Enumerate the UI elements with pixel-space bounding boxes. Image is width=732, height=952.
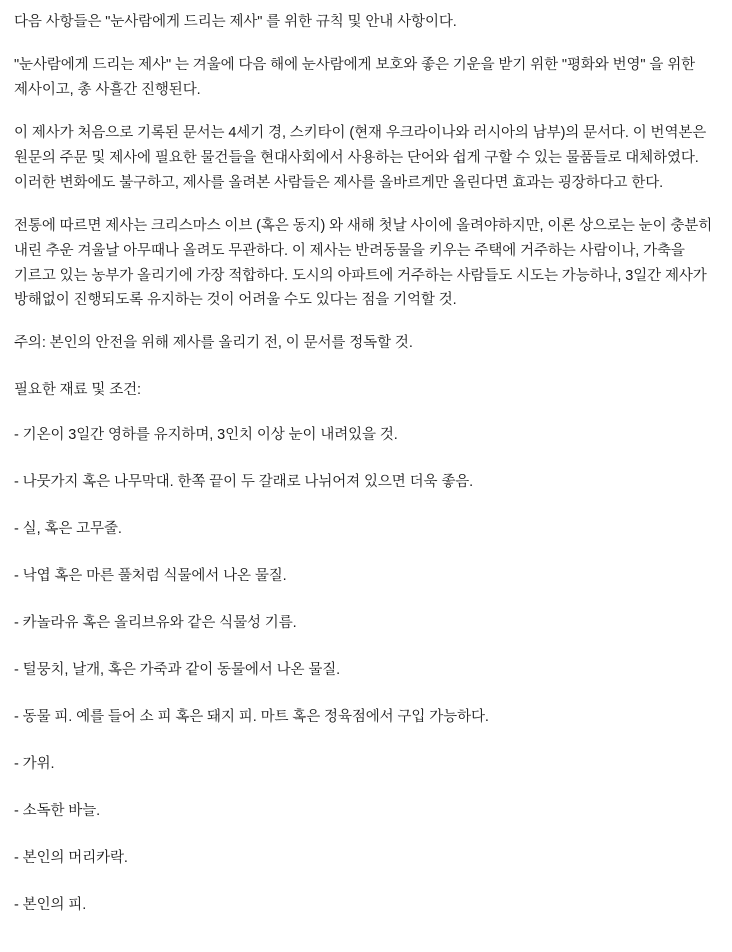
ritual-description-paragraph: "눈사람에게 드리는 제사" 는 겨울에 다음 해에 눈사람에게 보호와 좋은 기운을 받기 위한 "평화와 번영" 을 위한 제사이고, 총 사흘간 진행된다. (14, 56, 696, 98)
list-item: - 본인의 머리카락. (14, 849, 128, 866)
list-item: - 나뭇가지 혹은 나무막대. 한쪽 끝이 두 갈래로 나뉘어져 있으면 더욱 좋음. (14, 474, 474, 491)
list-item: - 동물 피. 예를 들어 소 피 혹은 돼지 피. 마트 혹은 정육점에서 구입 가능하다. (14, 708, 489, 725)
list-item: - 카놀라유 혹은 올리브유와 같은 식물성 기름. (14, 615, 297, 631)
list-item: - 본인의 피. (14, 896, 87, 913)
origin-paragraph: 이 제사가 처음으로 기록된 문서는 4세기 경, 스키타이 (현재 우크라이나와 러시아의 남부)의 문서다. 이 번역본은 원문의 주문 및 제사에 필요한 물건들을 현대사회에서 사용하는 단어와 쉽게 구할 수 있는 물품들로 대체하였다. 이러한 변화에도 불구하고, 제사를 올려본 사람들은 제사를 올바르게만 올린다면 효과는 굉장하다고 한다. (14, 124, 707, 191)
list-item: - 실, 혹은 고무줄. (14, 521, 122, 538)
list-item: - 낙엽 혹은 마른 풀처럼 식물에서 나온 물질. (14, 568, 287, 585)
list-item: - 털뭉치, 날개, 혹은 가죽과 같이 동물에서 나온 물질. (14, 661, 341, 678)
tradition-paragraph: 전통에 따르면 제사는 크리스마스 이브 (혹은 동지) 와 새해 첫날 사이에 올려야하지만, 이론 상으로는 눈이 충분히 내린 추운 겨울날 아무때나 올려도 무관하다. 이 제사는 반려동물을 키우는 주택에 거주하는 사람이나, 가축을 기르고 있는 농부가 올리기에 가장 적합하다. 도시의 아파트에 거주하는 사람들도 시도는 가능하나, 3일간 제사가 방해없이 진행되도록 유지하는 것이 어려울 수도 있다는 점을 기억할 것. (14, 217, 713, 309)
materials-heading: 필요한 재료 및 조건: (14, 382, 141, 399)
list-item: - 가위. (14, 755, 55, 772)
list-item: - 기온이 3일간 영하를 유지하며, 3인치 이상 눈이 내려있을 것. (14, 427, 398, 444)
safety-notice: 주의: 본인의 안전을 위해 제사를 올리기 전, 이 문서를 정독할 것. (14, 335, 413, 352)
intro-paragraph: 다음 사항들은 "눈사람에게 드리는 제사" 를 위한 규칙 및 안내 사항이다. (14, 14, 457, 30)
list-item: - 소독한 바늘. (14, 802, 101, 819)
